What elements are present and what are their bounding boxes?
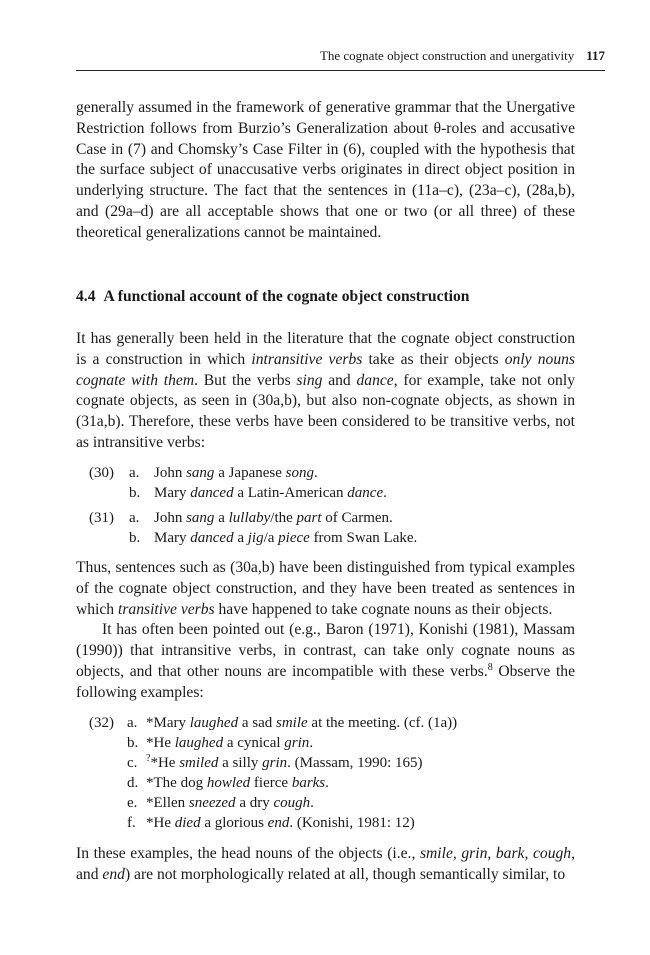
text-run: take as their objects <box>362 350 505 368</box>
example-letter: b. <box>129 485 141 501</box>
example-letter: d. <box>127 775 139 791</box>
emphasis: smile, grin, bark, cough, <box>419 845 575 862</box>
paragraph <box>76 329 575 454</box>
example-letter: c. <box>127 755 138 771</box>
text-run: Thus, sentences such as (30a,b) have been distinguished from typical examples of the cognate object construction, and they have been treated as sentences in which <box>76 559 575 618</box>
example-item <box>89 528 575 548</box>
section-heading <box>76 287 575 307</box>
footnote-marker[interactable]: 8 <box>487 661 493 673</box>
emphasis: intransitive verbs <box>251 350 363 368</box>
paragraph-cognate-intro <box>76 329 575 454</box>
text-run: It has often been pointed out (e.g., Baron (1971), Konishi (1981), Massam (1990)) that intransitive verbs, in contrast, can take only cognate nouns as objects, and that other nouns are incompatible with these verbs. <box>76 621 575 680</box>
example-letter: f. <box>127 815 136 831</box>
example-text: John sang a Japanese song. <box>154 465 318 481</box>
paragraph <box>76 844 575 886</box>
paragraph <box>76 98 575 244</box>
running-head <box>76 47 605 65</box>
example-32 <box>89 713 575 833</box>
example-number: (30) <box>89 465 114 481</box>
header-rule <box>76 70 605 71</box>
example-item <box>89 773 575 793</box>
text-run: Observe the following examples: <box>76 662 576 701</box>
example-text: *He died a glorious end. (Konishi, 1981: 12) <box>146 815 415 831</box>
text-run: In these examples, the head nouns of the objects (i.e., <box>76 845 420 862</box>
page-number: 117 <box>586 48 605 63</box>
text-line: the surface subject of unaccusative verbs originates in direct object position in <box>76 161 575 179</box>
grammaticality-mark: ? <box>146 753 151 764</box>
example-letter: a. <box>129 465 140 481</box>
example-text: *He laughed a cynical grin. <box>146 735 314 751</box>
text-line: generally assumed in the framework of generative grammar that the Unergative <box>76 99 575 116</box>
example-text: Mary danced a jig/a piece from Swan Lake. <box>154 530 418 546</box>
example-letter: e. <box>127 795 138 811</box>
text-line: Restriction follows from Burzio’s Generalization about θ-roles and accusative <box>76 119 575 137</box>
emphasis: transitive verbs <box>118 600 215 618</box>
text-run: and <box>76 865 103 883</box>
example-item <box>89 753 575 773</box>
example-letter: b. <box>129 530 141 546</box>
example-31 <box>89 508 575 548</box>
example-text: *Mary laughed a sad smile at the meeting. (cf. (1a)) <box>146 715 458 731</box>
example-number: (32) <box>89 715 114 731</box>
text-line: underlying structure. The fact that the sentences in (11a–c), (23a–c), (28a,b), <box>76 182 575 200</box>
paragraph-continuation <box>76 98 575 244</box>
example-number: (31) <box>89 510 114 526</box>
example-text: *Ellen sneezed a dry cough. <box>146 795 314 811</box>
text-run: ) are not morphologically related at all, though semantically similar, to <box>124 865 566 883</box>
paragraph <box>76 620 575 703</box>
emphasis: sing <box>296 371 323 389</box>
example-item <box>89 483 575 503</box>
section-number: 4.4 <box>76 288 96 305</box>
example-30 <box>89 463 575 503</box>
emphasis: only nouns cognate with them <box>76 350 575 389</box>
example-item <box>89 733 575 753</box>
paragraph <box>76 558 575 620</box>
emphasis: dance <box>356 371 394 389</box>
example-text: ?*He smiled a silly grin. (Massam, 1990: 165) <box>146 753 423 771</box>
example-item <box>89 463 575 483</box>
example-letter: a. <box>129 510 140 526</box>
text-run: . But the verbs <box>194 371 297 389</box>
emphasis: end <box>102 865 125 883</box>
section-title: A functional account of the cognate object construction <box>103 288 470 305</box>
text-line: Case in (7) and Chomsky’s Case Filter in (6), coupled with the hypothesis that <box>76 140 575 158</box>
example-letter: a. <box>127 715 138 731</box>
paragraph-head-nouns <box>76 844 575 886</box>
text-run: have happened to take cognate nouns as their objects. <box>214 600 553 618</box>
paragraph-transitive <box>76 558 575 704</box>
text-run: and <box>322 371 357 389</box>
example-item <box>89 713 575 733</box>
example-letter: b. <box>127 735 139 751</box>
text-run: It has generally been held in the literature that the cognate object construction is a construction in which <box>76 330 575 368</box>
running-head-title: The cognate object construction and unergativity <box>319 48 575 63</box>
example-text: *The dog howled fierce barks. <box>146 775 329 791</box>
example-text: John sang a lullaby/the part of Carmen. <box>154 510 393 526</box>
example-item <box>89 793 575 813</box>
example-item <box>89 813 575 833</box>
example-text: Mary danced a Latin-American dance. <box>154 485 387 501</box>
example-item <box>89 508 575 528</box>
text-line: and (29a–d) are all acceptable shows that one or two (or all three) of these <box>76 202 575 220</box>
text-line: theoretical generalizations cannot be maintained. <box>76 223 382 241</box>
text-run: , for example, take not only cognate objects, as seen in (30a,b), but also non-cognate objects, as shown in (31a,b). Therefore, these verbs have been considered to be transitive verbs, not as intransitive verbs: <box>76 371 575 451</box>
